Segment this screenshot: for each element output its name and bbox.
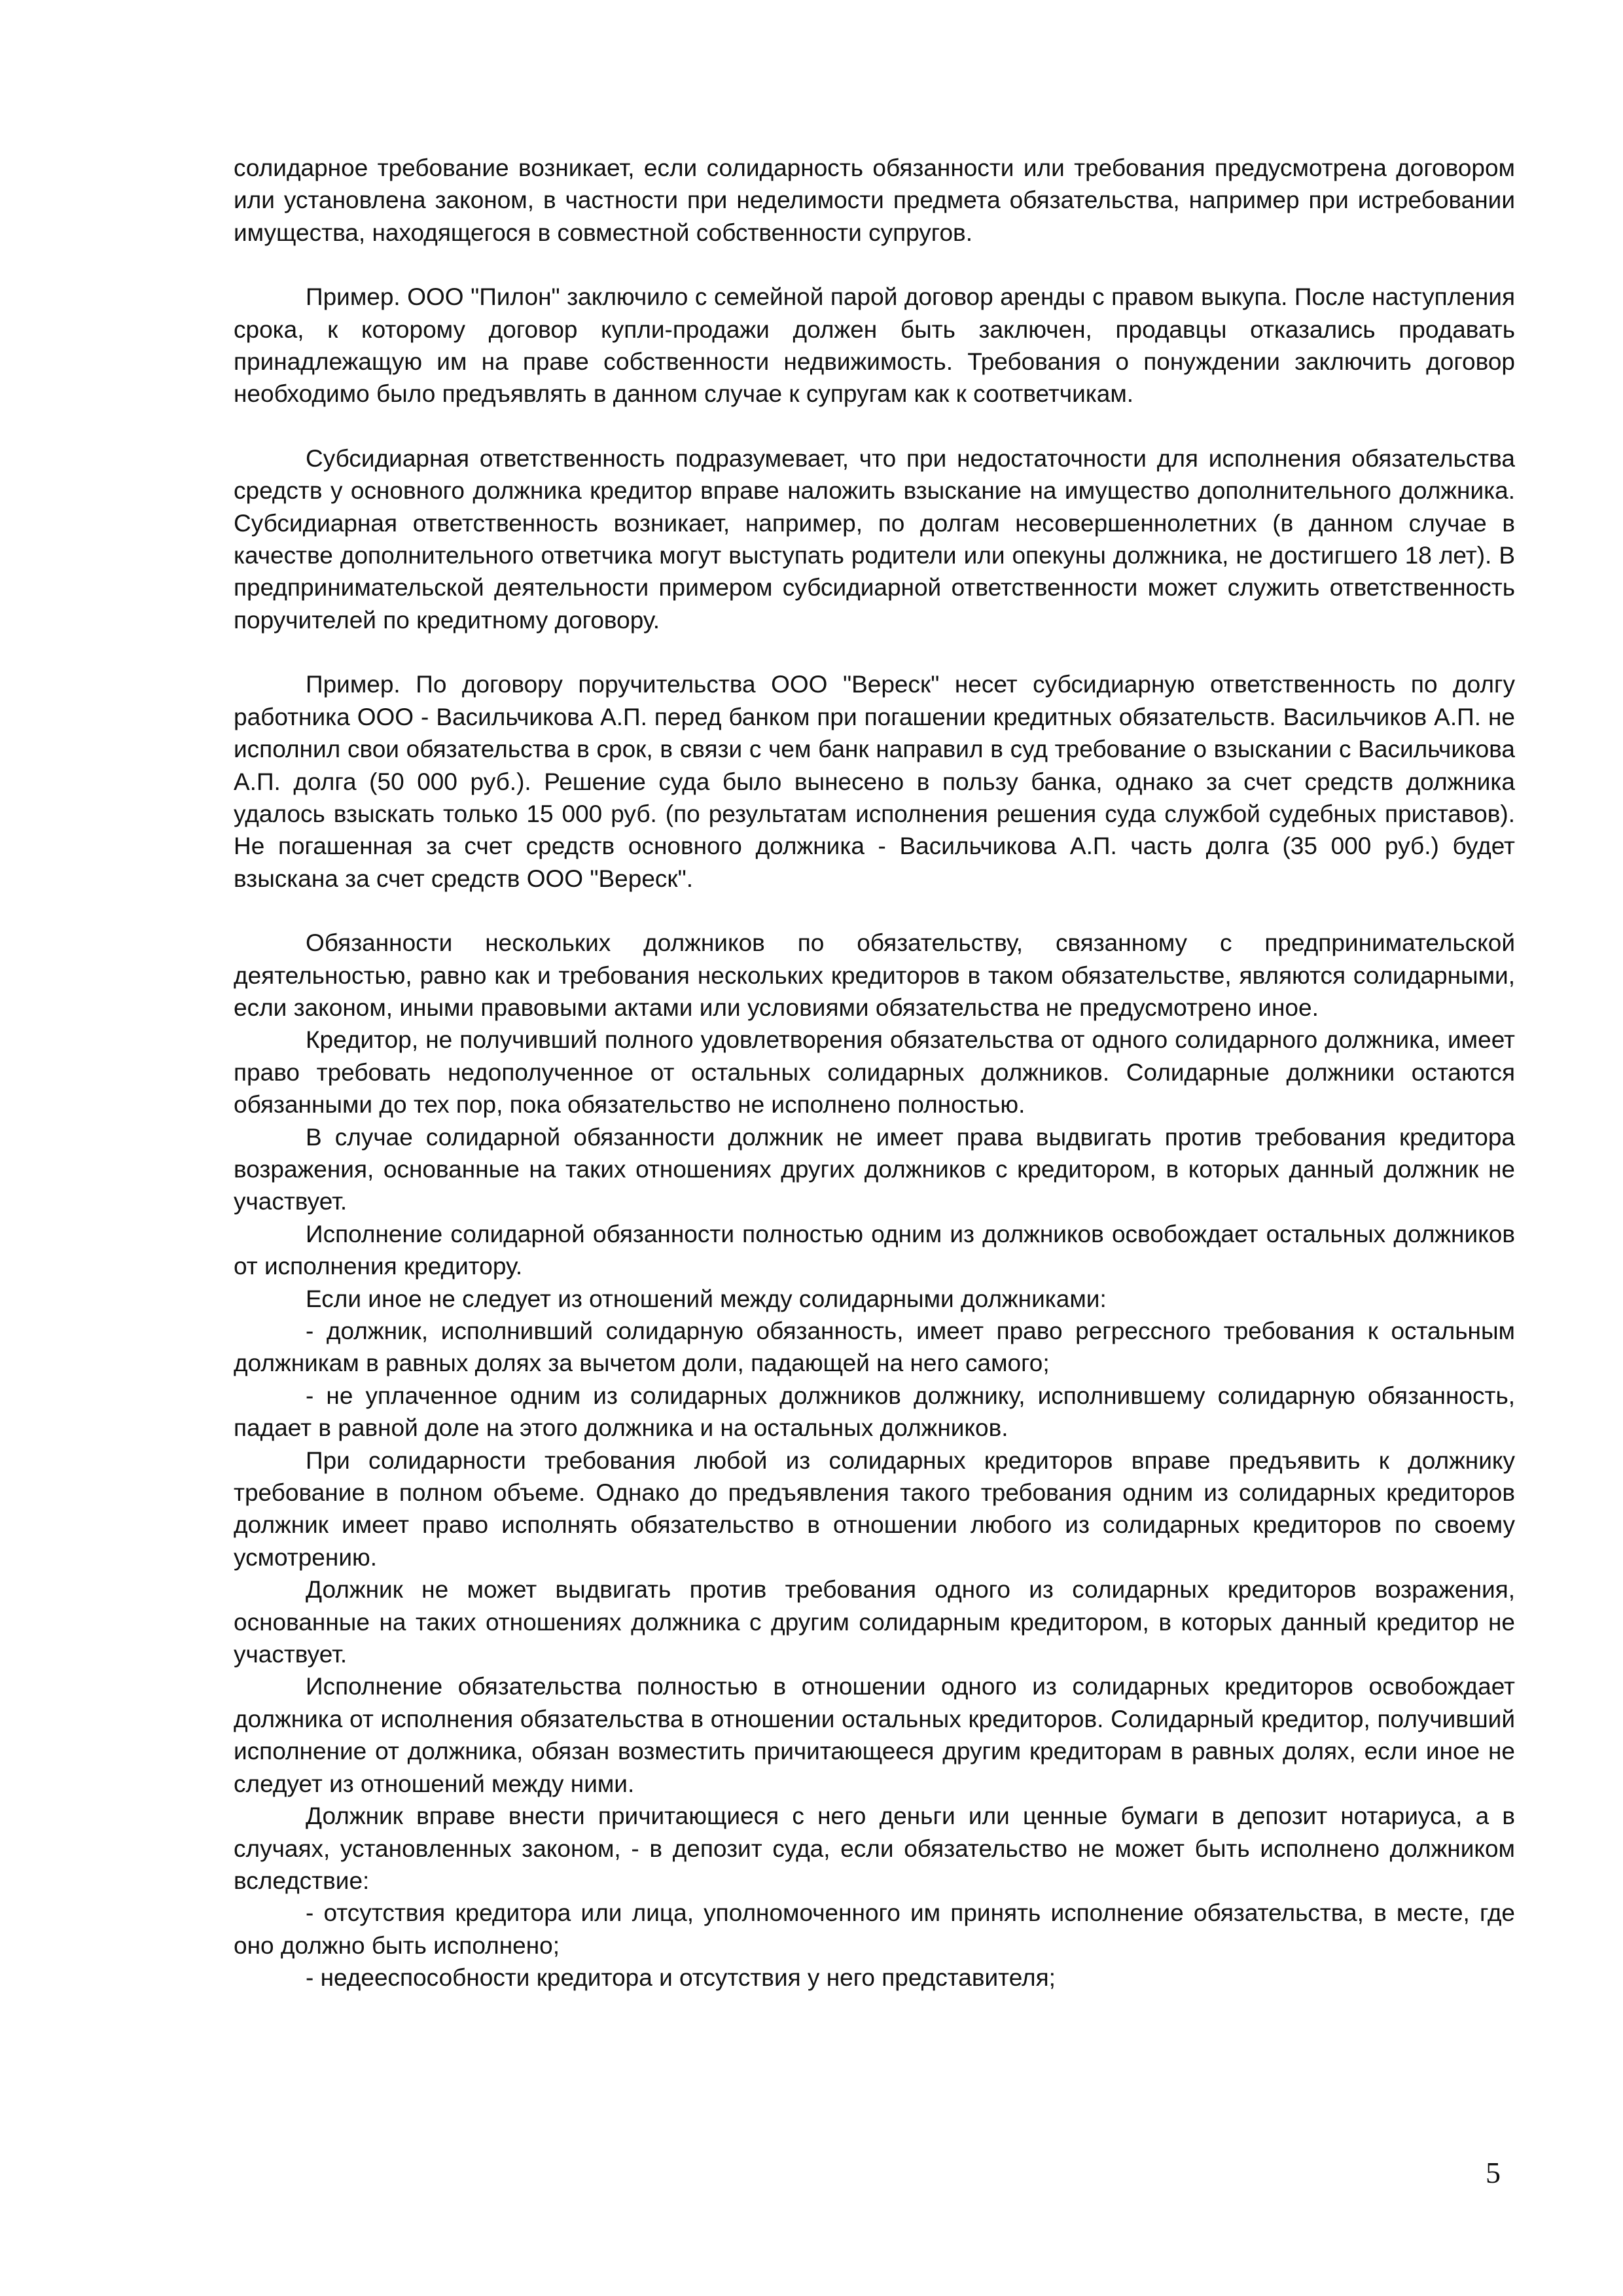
paragraph-business-obligations: Обязанности нескольких должников по обязательству, связанному с предпринимательской деятельностью, равно как и требования нескольких кредиторов в таком обязательстве, являются солидарными, если законом, иными правовыми актами или условиями обязательства не предусмотрено иное. xyxy=(234,929,1515,1021)
paragraph-debtor-objections: В случае солидарной обязанности должник не имеет права выдвигать против требования кредитора возражения, основанные на таких отношениях других должников с кредитором, в которых данный должник не участвует. xyxy=(234,1123,1515,1215)
list-item-creditor-incapacity: - недееспособности кредитора и отсутствия у него представителя; xyxy=(306,1964,1056,1992)
paragraph-continuation: солидарное требование возникает, если солидарность обязанности или требования предусмотрена договором или установлена законом, в частности при неделимости предмета обязательства, например при истребовании имущества, находящегося в совместной собственности супругов. xyxy=(234,154,1515,246)
paragraph-full-performance: Исполнение солидарной обязанности полностью одним из должников освобождает остальных должников от исполнения кредитору. xyxy=(234,1220,1515,1280)
paragraph-unless-otherwise: Если иное не следует из отношений между солидарными должниками: xyxy=(306,1285,1107,1312)
paragraph-example-pilon: Пример. ООО "Пилон" заключило с семейной парой договор аренды с правом выкупа. После наступления срока, к которому договор купли-продажи должен быть заключен, продавцы отказались продавать принадлежащую им на праве собственности недвижимость. Требования о понуждении заключить договор необходимо было предъявлять в данном случае к супругам как к соответчикам. xyxy=(234,283,1515,408)
paragraph-deposit: Должник вправе внести причитающиеся с него деньги или ценные бумаги в депозит нотариуса, а в случаях, установленных законом, - в депозит суда, если обязательство не может быть исполнено должником вследствие: xyxy=(234,1803,1515,1894)
paragraph-creditor-performance: Исполнение обязательства полностью в отношении одного из солидарных кредиторов освобождает должника от исполнения обязательства в отношении остальных кредиторов. Солидарный кредитор, получивший исполнение от должника, обязан возместить причитающееся другим кредиторам в равных долях, если иное не следует из отношений между ними. xyxy=(234,1673,1515,1797)
paragraph-creditor-rights: Кредитор, не получивший полного удовлетворения обязательства от одного солидарного должника, имеет право требовать недополученное от остальных солидарных должников. Солидарные должники остаются обязанными до тех пор, пока обязательство не исполнено полностью. xyxy=(234,1026,1515,1119)
page-number: 5 xyxy=(1486,2156,1501,2189)
list-item-regress-right: - должник, исполнивший солидарную обязанность, имеет право регрессного требования к остальным должникам в равных долях за вычетом доли, падающей на него самого; xyxy=(234,1318,1515,1377)
list-item-creditor-absence: - отсутствия кредитора или лица, уполномоченного им принять исполнение обязательства, в месте, где оно должно быть исполнено; xyxy=(234,1899,1515,1959)
paragraph-subsidiary-liability: Субсидиарная ответственность подразумевает, что при недостаточности для исполнения обязательства средств у основного должника кредитор вправе наложить взыскание на имущество дополнительного должника. Субсидиарная ответственность возникает, например, по долгам несовершеннолетних (в данном случае в качестве дополнительного ответчика могут выступать родители или опекуны должника, не достигшего 18 лет). В предпринимательской деятельности примером субсидиарной ответственности может служить ответственность поручителей по кредитному договору. xyxy=(234,444,1515,634)
paragraph-example-veresk: Пример. По договору поручительства ООО "Вереск" несет субсидиарную ответственность по долгу работника ООО - Васильчикова А.П. перед банком при погашении кредитных обязательств. Васильчиков А.П. не исполнил свои обязательства в срок, в связи с чем банк направил в суд требование о взыскании с Васильчикова А.П. долга (50 000 руб.). Решение суда было вынесено в пользу банка, однако за счет средств должника удалось взыскать только 15 000 руб. (по результатам исполнения решения суда службой судебных приставов). Не погашенная за счет средств основного должника - Васильчикова А.П. часть долга (35 000 руб.) будет взыскана за счет средств ООО "Вереск". xyxy=(234,671,1515,892)
paragraph-debtor-cannot-object: Должник не может выдвигать против требования одного из солидарных кредиторов возражения, основанные на таких отношениях должника с другим солидарным кредитором, в которых данный кредитор не участвует. xyxy=(234,1576,1515,1668)
paragraph-joint-claim: При солидарности требования любой из солидарных кредиторов вправе предъявить к должнику требование в полном объеме. Однако до предъявления такого требования одним из солидарных кредиторов должник имеет право исполнять обязательство в отношении любого из солидарных кредиторов по своему усмотрению. xyxy=(234,1446,1515,1571)
body-text xyxy=(234,152,1515,1994)
list-item-unpaid-share: - не уплаченное одним из солидарных должников должнику, исполнившему солидарную обязанность, падает в равной доле на этого должника и на остальных должников. xyxy=(234,1382,1515,1442)
